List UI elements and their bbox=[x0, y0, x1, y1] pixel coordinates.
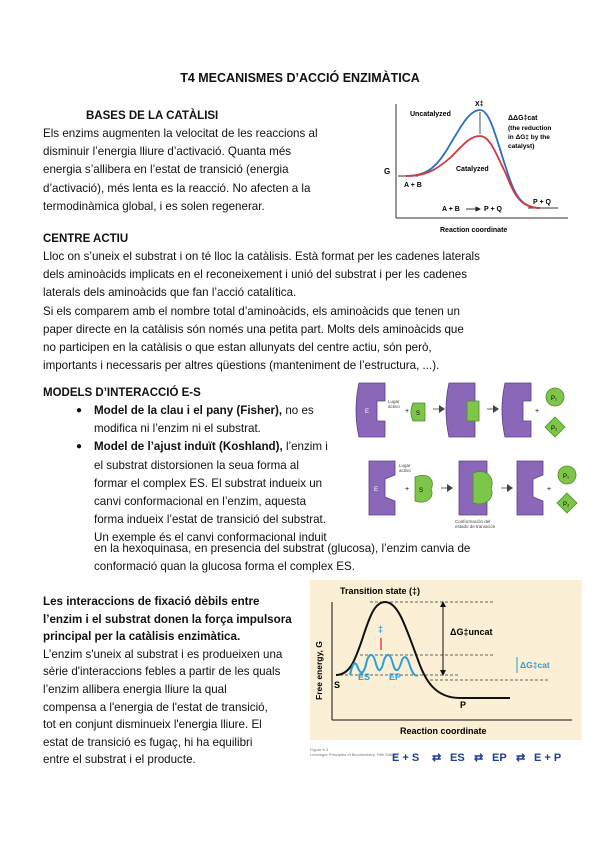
models-list bbox=[76, 402, 366, 548]
product-2-label: P₂ bbox=[551, 426, 558, 432]
activation-energy-figure bbox=[378, 98, 573, 238]
fisher-model-title: Model de la clau i el pany (Fisher), bbox=[94, 404, 283, 417]
plus-sign: + bbox=[405, 486, 410, 493]
arrow-head bbox=[493, 405, 499, 413]
active-site-label: activo bbox=[399, 468, 411, 473]
interactions-paragraph bbox=[43, 593, 313, 769]
active-site-label: Lugar bbox=[388, 399, 400, 404]
interactions-line: estat de transició es fugaç, hi ha equilibri bbox=[43, 735, 253, 749]
koshland-continuation bbox=[94, 540, 584, 576]
fisher-model-text: modifica ni l’enzim ni el substrat. bbox=[94, 422, 261, 436]
x-axis-label: Reaction coordinate bbox=[400, 726, 487, 736]
centre-line: laterals dels aminoàcids que fan l’acció catalítica. bbox=[43, 286, 297, 300]
centre-line: dels aminoàcids implicats en el reconeixement i unió del substrat i per les cadenes bbox=[43, 268, 468, 282]
catalyzed-ts-dagger: ‡ bbox=[378, 624, 384, 634]
bound-substrate bbox=[473, 472, 492, 504]
delta-delta-g-label: ΔΔG‡cat bbox=[508, 115, 538, 122]
delta-note: in ΔG‡ by the bbox=[508, 134, 550, 141]
enzyme-label: E bbox=[374, 487, 379, 493]
centre-line: importants i necessaris per altres qüestions (manteniment de l’estructura, ...). bbox=[43, 359, 440, 373]
delta-note: (the reduction bbox=[508, 125, 552, 132]
page-title: T4 MECANISMES D’ACCIÓ ENZIMÀTICA bbox=[180, 71, 420, 85]
koshland-model-text: canvi conformacional en l’enzim, aquesta bbox=[94, 495, 307, 509]
centre-heading: CENTRE ACTIU bbox=[43, 233, 129, 245]
centre-line: no participen en la catàlisis o que estan allunyats del centre actiu, són però, bbox=[43, 341, 432, 355]
equation-arrow: ⇄ bbox=[432, 752, 442, 764]
interactions-line: entre el substrat i el producte. bbox=[43, 753, 196, 767]
models-heading: MODELS D’INTERACCIÓ E-S bbox=[43, 387, 201, 399]
active-site-label: Lugar bbox=[399, 463, 411, 468]
interactions-bold-line: principal per la catàlisis enzimàtica. bbox=[43, 630, 241, 644]
koshland-model-text: l’enzim i bbox=[282, 440, 328, 454]
figure-caption: Figure 6-3 bbox=[310, 747, 329, 752]
y-axis-label: G bbox=[384, 167, 391, 176]
bound-substrate bbox=[467, 401, 479, 421]
interactions-line: tot en conjunt disminueix l'energia lliure. El bbox=[43, 718, 262, 732]
arrow-head bbox=[447, 484, 453, 492]
bases-line: energia s’allibera en l’estat de transició (energia bbox=[43, 163, 289, 177]
ep-label: EP bbox=[389, 672, 402, 682]
interactions-line: sèrie d'interaccions febles a partir de les quals bbox=[43, 665, 281, 679]
figure-title: Transition state (‡) bbox=[340, 586, 421, 596]
koshland-model-item bbox=[76, 438, 366, 547]
bases-heading: BASES DE LA CATÀLISI bbox=[86, 110, 219, 122]
interactions-line: L’enzim s'uneix al substrat i es produeixen una bbox=[43, 647, 283, 661]
centre-line: Si els comparem amb el nombre total d’aminoàcids, els aminoàcids que tenen un bbox=[43, 304, 460, 318]
bases-line: d’activació), més lenta es la reacció. No afecten a la bbox=[43, 181, 311, 195]
reactants-label: A + B bbox=[404, 182, 422, 189]
interactions-bold-line: Les interaccions de fixació dèbils entre bbox=[43, 595, 260, 608]
arrow-head bbox=[439, 405, 445, 413]
koshland-model-text: el substrat distorsionen la seua forma al bbox=[94, 458, 299, 472]
cat-delta-label: ΔG‡cat bbox=[520, 660, 550, 670]
free-energy-figure bbox=[310, 580, 582, 775]
equation-es: ES bbox=[450, 752, 465, 764]
product-1-label: P₁ bbox=[563, 474, 570, 480]
enzyme-shape bbox=[369, 461, 395, 515]
substrate-label: S bbox=[416, 411, 421, 417]
transition-conformation-label: estado de transición bbox=[455, 524, 496, 529]
product-2-label: P₂ bbox=[563, 502, 570, 508]
koshland-model-text: formar el complex ES. El substrat indueix un bbox=[94, 476, 323, 490]
centre-paragraph bbox=[43, 248, 573, 375]
centre-line: paper directe en la catàlisis són només una petita part. Molts dels aminoàcids que bbox=[43, 322, 464, 336]
bases-line: disminuir l’energia lliure d’activació. Quanta més bbox=[43, 145, 292, 159]
equation-e-s: E + S bbox=[392, 752, 420, 764]
arrow-head bbox=[507, 484, 513, 492]
transition-conformation-label: Conformación del bbox=[455, 519, 491, 524]
uncatalyzed-label: Uncatalyzed bbox=[410, 111, 451, 118]
fisher-model-text: no es bbox=[282, 404, 314, 417]
equation-arrow: ⇄ bbox=[474, 752, 484, 764]
bases-paragraph bbox=[43, 125, 373, 216]
induced-fit-row bbox=[369, 461, 577, 529]
interactions-line: compensa a l'energia de l'estat de transició, bbox=[43, 700, 268, 714]
equation-arrow: ⇄ bbox=[516, 752, 526, 764]
bases-line: Els enzims augmenten la velocitat de les reaccions al bbox=[43, 127, 318, 140]
product-state-label: P bbox=[460, 700, 467, 710]
delta-note: catalyst) bbox=[508, 143, 535, 150]
koshland-line: conformació quan la glucosa forma el complex ES. bbox=[94, 560, 355, 574]
centre-line: Lloc on s’uneix el substrat i on té lloc la catàlisis. Està format per les cadenes laterals bbox=[43, 250, 480, 263]
bases-line: termodinàmica global, i es solen regenerar. bbox=[43, 199, 265, 213]
transition-state-label: X‡ bbox=[475, 101, 484, 108]
catalyzed-label: Catalyzed bbox=[456, 166, 489, 173]
product-1-label: P₁ bbox=[551, 396, 558, 402]
active-site-label: activo bbox=[388, 404, 400, 409]
substrate-shape bbox=[415, 475, 432, 502]
enzyme-models-figure bbox=[355, 375, 590, 535]
es-label: ES bbox=[358, 672, 371, 682]
enzyme-shape bbox=[356, 383, 385, 437]
substrate-label: S bbox=[419, 488, 424, 494]
koshland-line: en la hexoquinasa, en presencia del substrat (glucosa), l’enzim canvia de bbox=[94, 542, 471, 555]
lock-and-key-row bbox=[356, 383, 565, 437]
figure-caption: Lehninger Principles of Biochemistry, Fifth Edition bbox=[310, 752, 398, 757]
equation-e-p: E + P bbox=[534, 752, 562, 764]
substrate-state-label: S bbox=[334, 680, 341, 690]
plus-sign: + bbox=[547, 486, 552, 493]
plus-sign: + bbox=[405, 408, 410, 415]
fisher-model-item bbox=[76, 402, 366, 438]
free-enzyme bbox=[502, 383, 531, 437]
koshland-model-text: Un exemple és el canvi conformacional induit bbox=[94, 531, 327, 545]
free-enzyme bbox=[517, 461, 543, 515]
koshland-model-text: forma indueix l’estat de transició del substrat. bbox=[94, 513, 326, 527]
products-label: P + Q bbox=[533, 199, 551, 206]
interactions-bold-line: l’enzim i el substrat donen la força impulsora bbox=[43, 612, 292, 626]
koshland-model-title: Model de l’ajust induït (Koshland), bbox=[94, 440, 283, 454]
plus-sign: + bbox=[535, 408, 540, 415]
interactions-line: l’enzim allibera energia lliure la qual bbox=[43, 682, 227, 696]
x-axis-label: Reaction coordinate bbox=[440, 227, 508, 234]
equation-ep: EP bbox=[492, 752, 507, 764]
equation-products: P + Q bbox=[484, 206, 502, 213]
uncat-delta-label: ΔG‡uncat bbox=[450, 627, 493, 637]
y-axis-label: Free energy, G bbox=[314, 641, 324, 700]
enzyme-label: E bbox=[365, 409, 370, 415]
equation-reactants: A + B bbox=[442, 206, 460, 213]
